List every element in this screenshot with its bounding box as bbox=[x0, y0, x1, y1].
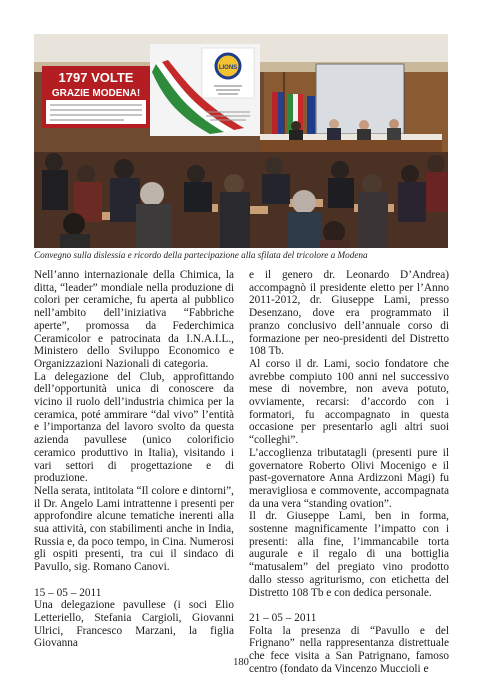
date-heading: 21 – 05 – 2011 bbox=[249, 611, 317, 624]
left-column bbox=[34, 269, 234, 650]
right-column bbox=[249, 269, 449, 675]
paragraph: Nella serata, intitolata “Il colore e dintorni”, il Dr. Angelo Lami intrattenne i presenti per approfondire alcune tematiche inerenti alla sua attività, con stabilimenti anche in India, Russia e, da poco tempo, in Cina. Numerosi gli ospiti presenti, tra cui il sindaco di Pavullo, sig. Romano Canovi. bbox=[34, 484, 234, 574]
poster-headline-2: GRAZIE MODENA! bbox=[51, 88, 141, 99]
paragraph: La delegazione del Club, approfittando dell’opportunità unica di conoscere da vicino il ruolo dell’industria chimica per la ceramica, poté ammirare “dal vivo” l’entità e l’importanza del lavoro svolto da questa azienda pavullese (unico colorificio ceramico produttivo in Italia), visitando i vari settori di progettazione e di produzione. bbox=[34, 370, 234, 485]
paragraph: e il genero dr. Leonardo D’Andrea) accompagnò il presidente eletto per l’Anno 2011-2012, dr. Giuseppe Lami, presso Desenzano, dove era programmato il pranzo conclusivo dell’annuale corso di formazione per neo-presidenti del Distretto 108 Tb. bbox=[249, 269, 449, 358]
paragraph: Al corso il dr. Lami, socio fondatore che avrebbe compiuto 100 anni nel successivo mese di novembre, non aveva potuto, ovviamente, recarsi: d’accordo con i formatori, fu accompagnato in questa occasione per presentarlo agli altri suoi “colleghi”. bbox=[249, 357, 449, 447]
lions-banner bbox=[150, 44, 260, 136]
paragraph: Una delegazione pavullese (i soci Elio Letteriello, Stefania Cargioli, Giovanni Ulrici, Francesco Marzani, la figlia Giovanna bbox=[34, 599, 234, 650]
photo-caption: Convegno sulla dislessia e ricordo della partecipazione alla sfilata del tricolore a Modena bbox=[34, 250, 368, 260]
paragraph: Folta la presenza di “Pavullo e del Frignano” nella rappresentanza distrettuale che fece visita a San Patrignano, famoso centro (fondato da Vincenzo Muccioli e bbox=[249, 624, 449, 675]
paragraph: Nell’anno internazionale della Chimica, la ditta, “leader” mondiale nella produzione di colori per ceramiche, fu aperta al pubblico nell’ambito dell’iniziativa “Fabbriche aperte”, promossa da Federchimica Ceramicolor e patrocinata da I.N.A.I.L., Ministero dello Sviluppo Economico e Organizzazioni Nazionali di categoria. bbox=[34, 269, 234, 370]
lions-logo-text: LIONS bbox=[218, 65, 238, 71]
page-number: 180 bbox=[233, 657, 249, 668]
paragraph: Il dr. Giuseppe Lami, ben in forma, sostenne magnificamente l’impatto con i presenti: alla fine, l’immancabile torta augurale e il regalo di una bottiglia “matusalem” del pregiato vino prodotto dallo stesso agriturismo, con etichetta del Distretto 108 Tb e con dedica personale. bbox=[249, 510, 449, 599]
poster-headline-1: 1797 VOLTE bbox=[58, 70, 134, 85]
tricolore-poster bbox=[42, 66, 150, 128]
date-heading: 15 – 05 – 2011 bbox=[34, 586, 102, 599]
conference-photo bbox=[34, 34, 448, 248]
paragraph: L’accoglienza tributatagli (presenti pure il governatore Roberto Olivi Mocenigo e il past-governatore Anna Ardizzoni Magi) fu meravigliosa e commovente, accompagnata da una vera “standing ovation”. bbox=[249, 446, 449, 510]
